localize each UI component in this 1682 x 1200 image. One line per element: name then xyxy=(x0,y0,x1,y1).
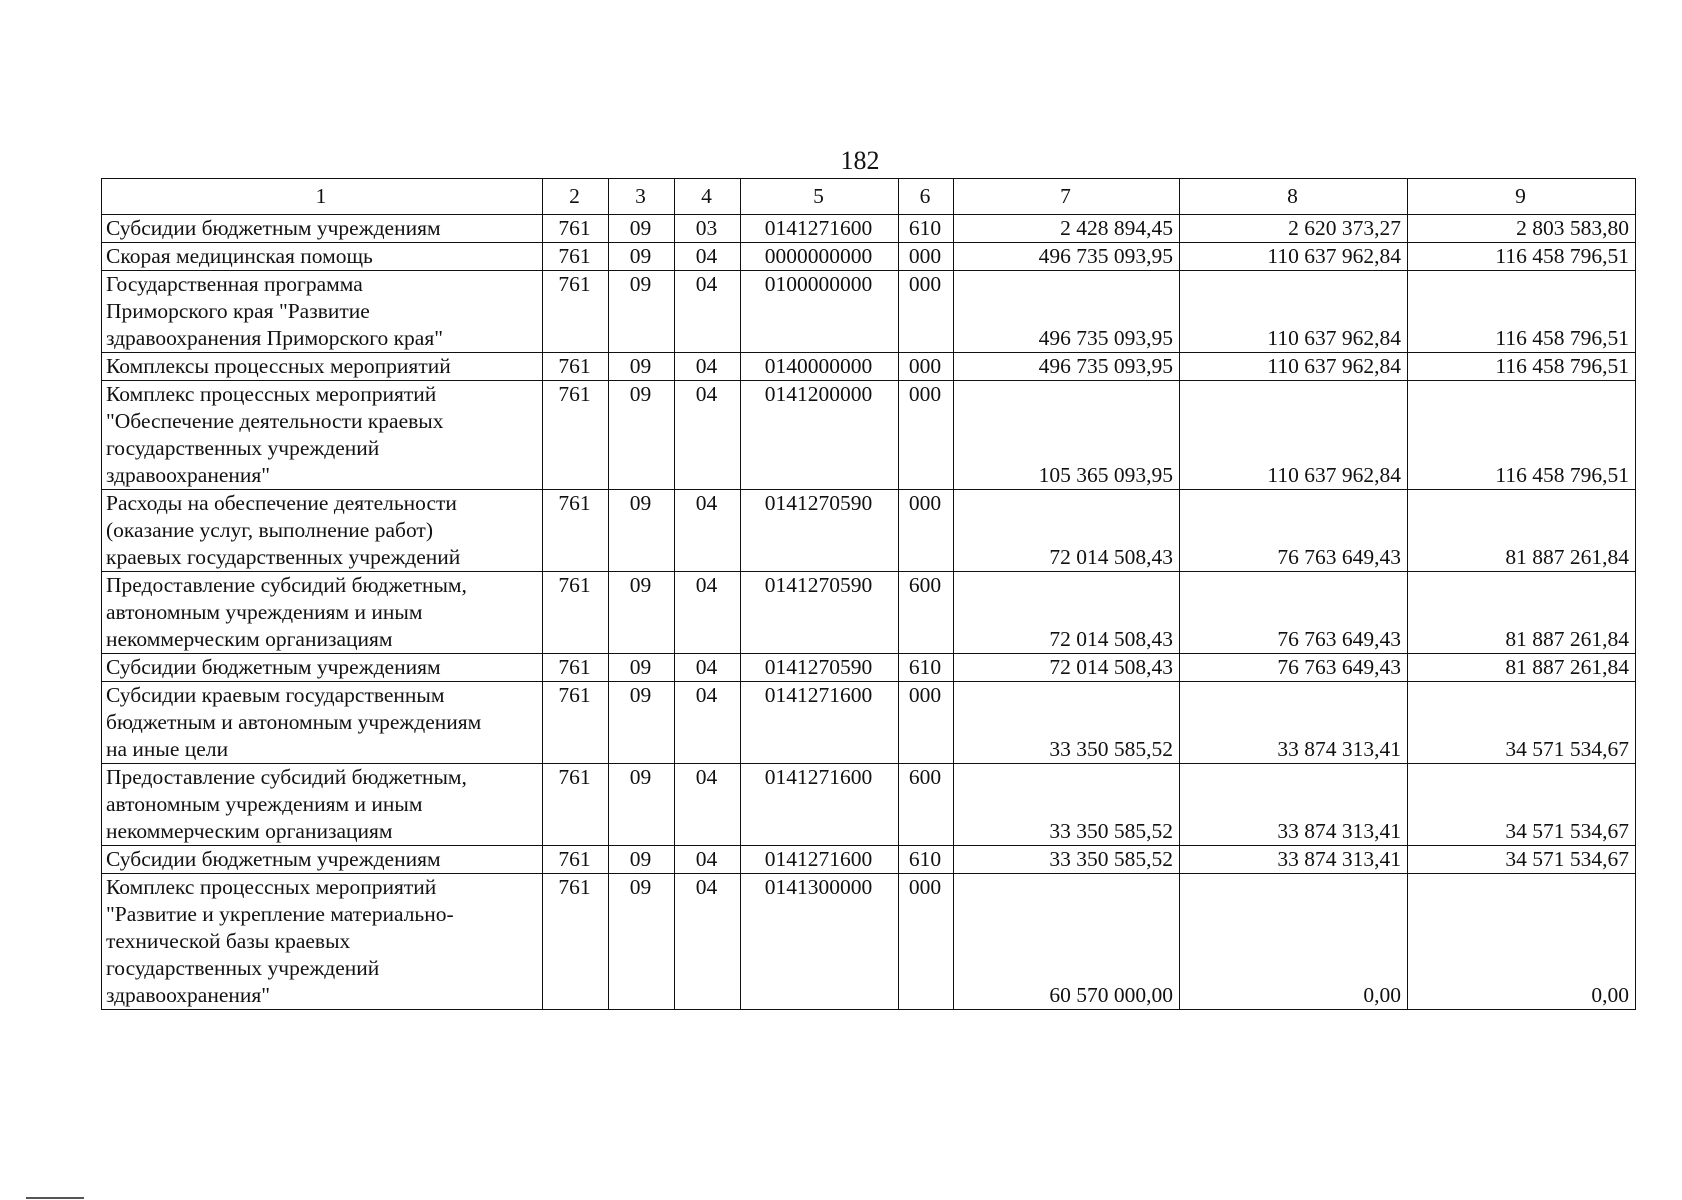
item-name-cell xyxy=(102,271,543,353)
table-row xyxy=(102,874,1636,1010)
amount-cell: 496 735 093,95 xyxy=(954,243,1180,271)
column-number: 9 xyxy=(1408,179,1636,215)
target-article-cell: 0140000000 xyxy=(741,353,899,381)
section-code-cell: 09 xyxy=(609,243,675,271)
table-row xyxy=(102,215,1636,243)
subsection-code-cell: 04 xyxy=(675,654,741,682)
subsection-code-cell: 04 xyxy=(675,381,741,490)
amount-cell: 72 014 508,43 xyxy=(954,654,1180,682)
section-code-cell: 09 xyxy=(609,353,675,381)
amount-cell: 34 571 534,67 xyxy=(1408,846,1636,874)
item-name-line: здравоохранения Приморского края" xyxy=(106,326,444,350)
item-name-line: Субсидии бюджетным учреждениям xyxy=(106,847,441,871)
table-row xyxy=(102,490,1636,572)
table-row xyxy=(102,381,1636,490)
target-article-cell: 0141270590 xyxy=(741,490,899,572)
item-name-line: технической базы краевых xyxy=(106,929,351,953)
amount-cell: 33 874 313,41 xyxy=(1180,682,1408,764)
section-code-cell: 09 xyxy=(609,490,675,572)
amount-cell: 81 887 261,84 xyxy=(1408,490,1636,572)
item-name-line: Предоставление субсидий бюджетным, xyxy=(106,573,467,597)
expense-type-cell: 000 xyxy=(899,682,954,764)
subsection-code-cell: 04 xyxy=(675,572,741,654)
item-name-cell xyxy=(102,654,543,682)
item-name-line: Комплекс процессных мероприятий xyxy=(106,382,437,406)
target-article-cell: 0141300000 xyxy=(741,874,899,1010)
expense-type-cell: 610 xyxy=(899,215,954,243)
item-name-line: бюджетным и автономным учреждениям xyxy=(106,710,482,734)
amount-cell: 34 571 534,67 xyxy=(1408,682,1636,764)
section-code-cell: 09 xyxy=(609,846,675,874)
amount-cell: 2 803 583,80 xyxy=(1408,215,1636,243)
target-article-cell: 0100000000 xyxy=(741,271,899,353)
admin-code-cell: 761 xyxy=(543,353,609,381)
column-number: 8 xyxy=(1180,179,1408,215)
item-name-line: государственных учреждений xyxy=(106,956,380,980)
amount-cell: 2 428 894,45 xyxy=(954,215,1180,243)
item-name-line: здравоохранения" xyxy=(106,463,271,487)
amount-cell: 496 735 093,95 xyxy=(954,353,1180,381)
item-name-cell xyxy=(102,682,543,764)
item-name-line: Государственная программа xyxy=(106,272,363,296)
subsection-code-cell: 04 xyxy=(675,271,741,353)
expense-type-cell: 000 xyxy=(899,353,954,381)
subsection-code-cell: 04 xyxy=(675,353,741,381)
item-name-line: автономным учреждениям и иным xyxy=(106,792,423,816)
column-number: 2 xyxy=(543,179,609,215)
item-name-line: здравоохранения" xyxy=(106,983,271,1007)
item-name-line: автономным учреждениям и иным xyxy=(106,600,423,624)
item-name-cell xyxy=(102,490,543,572)
subsection-code-cell: 04 xyxy=(675,764,741,846)
amount-cell: 33 350 585,52 xyxy=(954,764,1180,846)
item-name-line: (оказание услуг, выполнение работ) xyxy=(106,518,433,542)
column-number-header-row xyxy=(102,179,1636,215)
amount-cell: 81 887 261,84 xyxy=(1408,654,1636,682)
item-name-line: "Развитие и укрепление материально- xyxy=(106,902,454,926)
amount-cell: 0,00 xyxy=(1408,874,1636,1010)
amount-cell: 116 458 796,51 xyxy=(1408,243,1636,271)
section-code-cell: 09 xyxy=(609,682,675,764)
admin-code-cell: 761 xyxy=(543,215,609,243)
section-code-cell: 09 xyxy=(609,215,675,243)
subsection-code-cell: 03 xyxy=(675,215,741,243)
amount-cell: 33 350 585,52 xyxy=(954,682,1180,764)
section-code-cell: 09 xyxy=(609,271,675,353)
scan-artifact-line xyxy=(26,1197,84,1199)
item-name-line: Приморского края "Развитие xyxy=(106,299,370,323)
item-name-line: государственных учреждений xyxy=(106,436,380,460)
expense-type-cell: 610 xyxy=(899,846,954,874)
target-article-cell: 0141271600 xyxy=(741,215,899,243)
amount-cell: 110 637 962,84 xyxy=(1180,243,1408,271)
admin-code-cell: 761 xyxy=(543,874,609,1010)
amount-cell: 76 763 649,43 xyxy=(1180,572,1408,654)
expense-type-cell: 000 xyxy=(899,490,954,572)
admin-code-cell: 761 xyxy=(543,654,609,682)
amount-cell: 60 570 000,00 xyxy=(954,874,1180,1010)
amount-cell: 116 458 796,51 xyxy=(1408,271,1636,353)
amount-cell: 76 763 649,43 xyxy=(1180,654,1408,682)
item-name-line: некоммерческим организациям xyxy=(106,819,393,843)
admin-code-cell: 761 xyxy=(543,490,609,572)
amount-cell: 34 571 534,67 xyxy=(1408,764,1636,846)
table-row xyxy=(102,654,1636,682)
admin-code-cell: 761 xyxy=(543,764,609,846)
section-code-cell: 09 xyxy=(609,381,675,490)
table-row xyxy=(102,353,1636,381)
expense-type-cell: 000 xyxy=(899,381,954,490)
amount-cell: 105 365 093,95 xyxy=(954,381,1180,490)
amount-cell: 33 350 585,52 xyxy=(954,846,1180,874)
item-name-cell xyxy=(102,353,543,381)
section-code-cell: 09 xyxy=(609,572,675,654)
table-row xyxy=(102,764,1636,846)
column-number: 1 xyxy=(102,179,543,215)
amount-cell: 110 637 962,84 xyxy=(1180,353,1408,381)
table-row xyxy=(102,572,1636,654)
item-name-line: Субсидии краевым государственным xyxy=(106,683,445,707)
expense-type-cell: 000 xyxy=(899,243,954,271)
table-body xyxy=(102,179,1636,1010)
target-article-cell: 0141271600 xyxy=(741,846,899,874)
expense-type-cell: 600 xyxy=(899,764,954,846)
amount-cell: 2 620 373,27 xyxy=(1180,215,1408,243)
amount-cell: 0,00 xyxy=(1180,874,1408,1010)
target-article-cell: 0141270590 xyxy=(741,654,899,682)
admin-code-cell: 761 xyxy=(543,381,609,490)
amount-cell: 116 458 796,51 xyxy=(1408,353,1636,381)
table-row xyxy=(102,846,1636,874)
amount-cell: 81 887 261,84 xyxy=(1408,572,1636,654)
column-number: 3 xyxy=(609,179,675,215)
item-name-cell xyxy=(102,874,543,1010)
item-name-cell xyxy=(102,764,543,846)
item-name-line: Расходы на обеспечение деятельности xyxy=(106,491,457,515)
column-number: 4 xyxy=(675,179,741,215)
subsection-code-cell: 04 xyxy=(675,846,741,874)
subsection-code-cell: 04 xyxy=(675,682,741,764)
item-name-line: "Обеспечение деятельности краевых xyxy=(106,409,444,433)
amount-cell: 33 874 313,41 xyxy=(1180,846,1408,874)
item-name-cell xyxy=(102,243,543,271)
item-name-line: Субсидии бюджетным учреждениям xyxy=(106,216,441,240)
expense-type-cell: 610 xyxy=(899,654,954,682)
amount-cell: 72 014 508,43 xyxy=(954,490,1180,572)
admin-code-cell: 761 xyxy=(543,572,609,654)
page-number: 182 xyxy=(840,146,880,175)
column-number: 7 xyxy=(954,179,1180,215)
expense-type-cell: 000 xyxy=(899,874,954,1010)
amount-cell: 116 458 796,51 xyxy=(1408,381,1636,490)
item-name-cell xyxy=(102,381,543,490)
item-name-line: Предоставление субсидий бюджетным, xyxy=(106,765,467,789)
budget-table xyxy=(101,178,1636,1010)
target-article-cell: 0141271600 xyxy=(741,764,899,846)
item-name-line: на иные цели xyxy=(106,737,229,761)
admin-code-cell: 761 xyxy=(543,682,609,764)
amount-cell: 76 763 649,43 xyxy=(1180,490,1408,572)
admin-code-cell: 761 xyxy=(543,846,609,874)
column-number: 5 xyxy=(741,179,899,215)
admin-code-cell: 761 xyxy=(543,271,609,353)
expense-type-cell: 000 xyxy=(899,271,954,353)
item-name-line: краевых государственных учреждений xyxy=(106,545,461,569)
expense-type-cell: 600 xyxy=(899,572,954,654)
target-article-cell: 0000000000 xyxy=(741,243,899,271)
table-row xyxy=(102,243,1636,271)
item-name-line: Комплекс процессных мероприятий xyxy=(106,875,437,899)
admin-code-cell: 761 xyxy=(543,243,609,271)
target-article-cell: 0141270590 xyxy=(741,572,899,654)
section-code-cell: 09 xyxy=(609,874,675,1010)
item-name-cell xyxy=(102,215,543,243)
target-article-cell: 0141200000 xyxy=(741,381,899,490)
amount-cell: 72 014 508,43 xyxy=(954,572,1180,654)
subsection-code-cell: 04 xyxy=(675,874,741,1010)
amount-cell: 110 637 962,84 xyxy=(1180,381,1408,490)
amount-cell: 33 874 313,41 xyxy=(1180,764,1408,846)
subsection-code-cell: 04 xyxy=(675,490,741,572)
item-name-cell xyxy=(102,846,543,874)
table-row xyxy=(102,682,1636,764)
item-name-line: некоммерческим организациям xyxy=(106,627,393,651)
item-name-cell xyxy=(102,572,543,654)
section-code-cell: 09 xyxy=(609,764,675,846)
amount-cell: 110 637 962,84 xyxy=(1180,271,1408,353)
subsection-code-cell: 04 xyxy=(675,243,741,271)
item-name-line: Комплексы процессных мероприятий xyxy=(106,354,451,378)
amount-cell: 496 735 093,95 xyxy=(954,271,1180,353)
column-number: 6 xyxy=(899,179,954,215)
table-row xyxy=(102,271,1636,353)
target-article-cell: 0141271600 xyxy=(741,682,899,764)
item-name-line: Субсидии бюджетным учреждениям xyxy=(106,655,441,679)
section-code-cell: 09 xyxy=(609,654,675,682)
item-name-line: Скорая медицинская помощь xyxy=(106,244,373,268)
